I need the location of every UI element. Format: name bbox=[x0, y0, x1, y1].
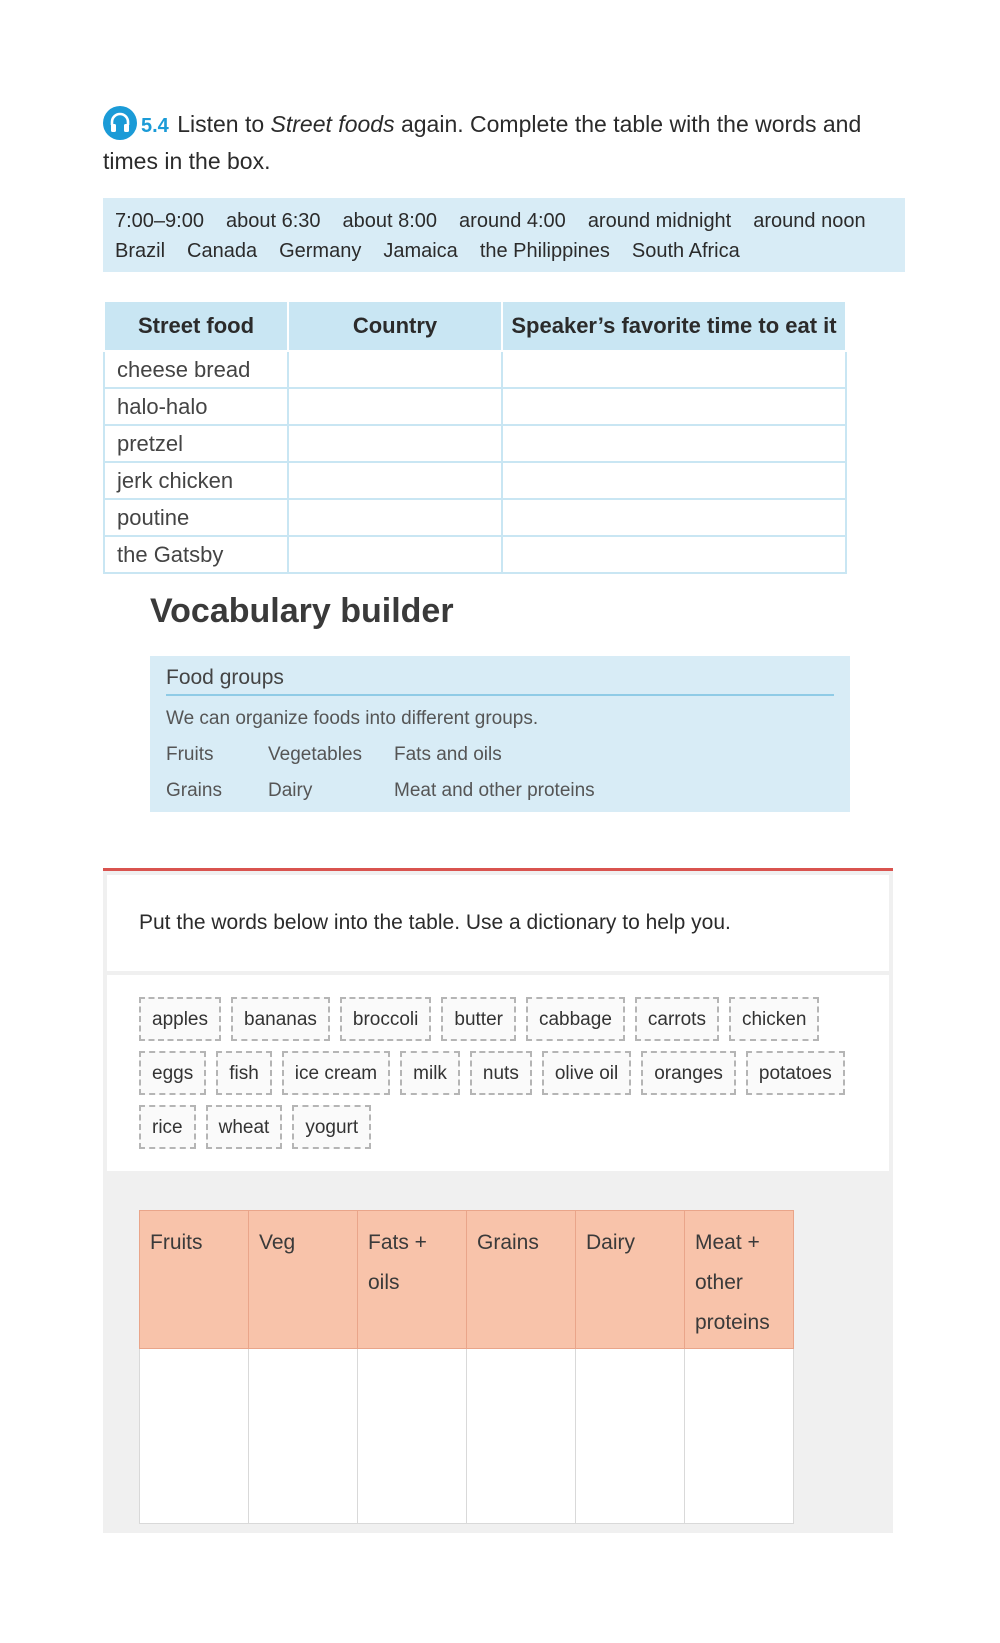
category-header-row bbox=[140, 1211, 794, 1349]
category-header-dairy: Dairy bbox=[576, 1211, 685, 1349]
word-box-item: South Africa bbox=[631, 239, 740, 262]
category-header-fats-oils: Fats + oils bbox=[358, 1211, 467, 1349]
word-box-item: around noon bbox=[753, 209, 866, 232]
table-header-row bbox=[104, 301, 846, 351]
drop-zone-dairy[interactable] bbox=[576, 1349, 685, 1524]
category-header-meat-proteins: Meat + other proteins bbox=[685, 1211, 794, 1349]
drop-zone-grains[interactable] bbox=[467, 1349, 576, 1524]
time-answer-cell[interactable] bbox=[502, 425, 846, 462]
word-box-item: Germany bbox=[279, 239, 362, 262]
word-bank bbox=[107, 975, 889, 1171]
drop-zone-row bbox=[140, 1349, 794, 1524]
table-row bbox=[104, 536, 846, 573]
category-header-veg: Veg bbox=[249, 1211, 358, 1349]
street-food-cell: the Gatsby bbox=[104, 536, 288, 573]
street-food-cell: cheese bread bbox=[104, 351, 288, 388]
draggable-word[interactable]: milk bbox=[400, 1051, 460, 1095]
word-box-row-times bbox=[115, 206, 893, 236]
food-groups-heading: Food groups bbox=[166, 666, 834, 696]
table-row bbox=[104, 499, 846, 536]
draggable-word[interactable]: bananas bbox=[231, 997, 330, 1041]
word-chips bbox=[139, 997, 859, 1149]
column-header-street-food: Street food bbox=[104, 301, 288, 351]
country-answer-cell[interactable] bbox=[288, 462, 502, 499]
word-box-item: about 8:00 bbox=[342, 209, 438, 232]
word-box-item: Canada bbox=[187, 239, 258, 262]
country-answer-cell[interactable] bbox=[288, 425, 502, 462]
country-answer-cell[interactable] bbox=[288, 388, 502, 425]
food-groups-list bbox=[166, 744, 834, 802]
draggable-word[interactable]: chicken bbox=[729, 997, 819, 1041]
activity-instruction: Put the words below into the table. Use a dictionary to help you. bbox=[107, 875, 889, 971]
street-food-cell: pretzel bbox=[104, 425, 288, 462]
word-box-item: Jamaica bbox=[383, 239, 458, 262]
food-group-item: Meat and other proteins bbox=[394, 780, 595, 801]
street-food-cell: halo-halo bbox=[104, 388, 288, 425]
table-row bbox=[104, 351, 846, 388]
category-header-grains: Grains bbox=[467, 1211, 576, 1349]
time-answer-cell[interactable] bbox=[502, 499, 846, 536]
exercise-text-italic: Street foods bbox=[270, 111, 395, 137]
draggable-word[interactable]: carrots bbox=[635, 997, 719, 1041]
time-answer-cell[interactable] bbox=[502, 351, 846, 388]
food-group-item: Fats and oils bbox=[394, 744, 502, 765]
street-food-cell: poutine bbox=[104, 499, 288, 536]
column-header-country: Country bbox=[288, 301, 502, 351]
exercise-text-before: Listen to bbox=[177, 111, 271, 137]
category-header-fruits: Fruits bbox=[140, 1211, 249, 1349]
time-answer-cell[interactable] bbox=[502, 388, 846, 425]
street-food-cell: jerk chicken bbox=[104, 462, 288, 499]
street-food-table bbox=[103, 300, 847, 574]
exercise-text-after: again. Complete the table with the words and times in the box. bbox=[103, 111, 862, 174]
word-box-item: about 6:30 bbox=[225, 209, 321, 232]
food-group-item: Grains bbox=[166, 780, 222, 801]
categories-table bbox=[139, 1210, 794, 1524]
word-box-item: Brazil bbox=[115, 239, 166, 262]
table-row bbox=[104, 425, 846, 462]
country-answer-cell[interactable] bbox=[288, 536, 502, 573]
draggable-word[interactable]: apples bbox=[139, 997, 221, 1041]
vocabulary-builder-title: Vocabulary builder bbox=[150, 592, 454, 630]
draggable-word[interactable]: wheat bbox=[206, 1105, 283, 1149]
exercise-number: 5.4 bbox=[141, 115, 169, 137]
table-row bbox=[104, 388, 846, 425]
food-group-item: Fruits bbox=[166, 744, 214, 765]
word-box-row-countries bbox=[115, 236, 893, 266]
exercise-instruction bbox=[103, 106, 903, 179]
drop-zone-meat-proteins[interactable] bbox=[685, 1349, 794, 1524]
country-answer-cell[interactable] bbox=[288, 499, 502, 536]
time-answer-cell[interactable] bbox=[502, 462, 846, 499]
country-answer-cell[interactable] bbox=[288, 351, 502, 388]
draggable-word[interactable]: nuts bbox=[470, 1051, 532, 1095]
headphones-icon[interactable] bbox=[103, 106, 137, 140]
draggable-word[interactable]: yogurt bbox=[292, 1105, 371, 1149]
column-header-favorite-time: Speaker’s favorite time to eat it bbox=[502, 301, 846, 351]
draggable-word[interactable]: broccoli bbox=[340, 997, 431, 1041]
draggable-word[interactable]: ice cream bbox=[282, 1051, 390, 1095]
word-box bbox=[103, 198, 905, 272]
draggable-word[interactable]: cabbage bbox=[526, 997, 625, 1041]
word-box-item: around 4:00 bbox=[459, 209, 566, 232]
food-groups-description: We can organize foods into different groups. bbox=[166, 708, 539, 729]
food-groups-box bbox=[150, 656, 850, 812]
time-answer-cell[interactable] bbox=[502, 536, 846, 573]
table-row bbox=[104, 462, 846, 499]
word-box-item: 7:00–9:00 bbox=[115, 209, 204, 232]
drop-zone-fats-oils[interactable] bbox=[358, 1349, 467, 1524]
drop-zone-fruits[interactable] bbox=[140, 1349, 249, 1524]
draggable-word[interactable]: butter bbox=[441, 997, 516, 1041]
food-group-item: Dairy bbox=[268, 780, 313, 801]
word-box-item: the Philippines bbox=[479, 239, 610, 262]
drop-zone-veg[interactable] bbox=[249, 1349, 358, 1524]
draggable-word[interactable]: fish bbox=[216, 1051, 272, 1095]
draggable-word[interactable]: eggs bbox=[139, 1051, 206, 1095]
draggable-word[interactable]: rice bbox=[139, 1105, 196, 1149]
draggable-word[interactable]: potatoes bbox=[746, 1051, 845, 1095]
draggable-word[interactable]: olive oil bbox=[542, 1051, 631, 1095]
word-box-item: around midnight bbox=[587, 209, 732, 232]
food-group-item: Vegetables bbox=[268, 744, 363, 765]
draggable-word[interactable]: oranges bbox=[641, 1051, 736, 1095]
drag-drop-activity bbox=[103, 868, 893, 1533]
